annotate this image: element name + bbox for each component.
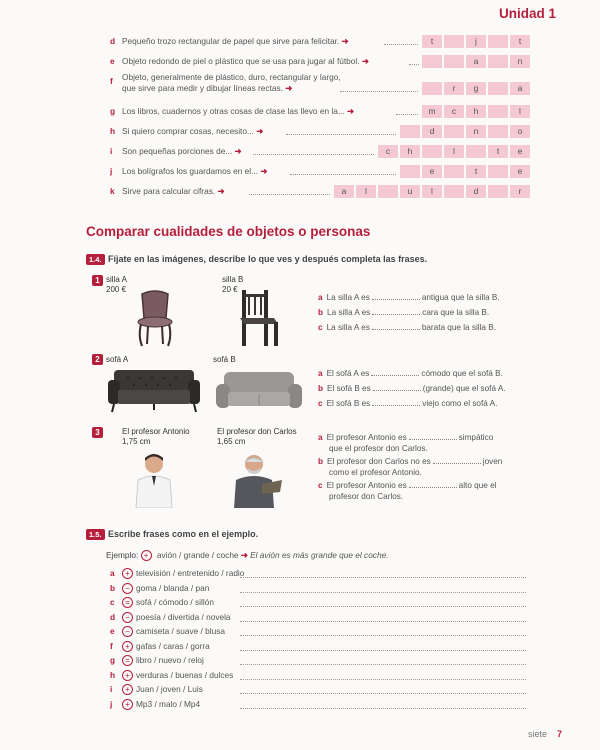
letter-box [488,165,508,178]
letter-box: t [422,35,442,48]
arrow-icon: ➜ [232,146,242,156]
item-letter: j [110,166,113,176]
dotted-leader [290,174,396,175]
answer-blank [409,439,457,440]
arrow-icon: ➜ [344,106,355,116]
teacher-carlos-image [228,452,286,508]
row-letter: a [110,568,115,578]
letter-box: e [422,165,442,178]
sentence-end: joven [482,457,503,466]
row-words: verduras / buenas / dulces [136,669,234,680]
item-text: Pequeño trozo rectangular de papel que sirve para felicitar. ➜ [122,36,349,46]
item-letter: g [110,106,116,116]
row-letter: d [110,611,116,622]
teacher-a-label: El profesor Antonio 1,75 cm [122,427,190,446]
wooden-chair-image [234,288,280,348]
letter-box: h [400,145,420,158]
plus-sign-icon: + [122,684,133,695]
sentence-line2: como el profesor Antonio. [329,468,422,477]
sentence-start: El sofá B es [327,384,371,393]
letter-boxes [400,125,532,138]
row-letter: h [110,669,116,680]
letter-box: l [422,185,442,198]
letter-box: d [422,125,442,138]
letter-box: l [510,105,530,118]
sentence-letter: b [318,308,324,317]
row-letter: e [110,626,115,636]
sentence-letter: a [318,369,323,378]
letter-box: t [466,165,486,178]
dotted-leader [396,114,418,115]
letter-box: u [400,185,420,198]
comparison-sentence [318,292,538,303]
letter-box: t [488,145,508,158]
letter-box: d [466,185,486,198]
item-letter: d [110,36,116,46]
letter-box: n [466,125,486,138]
letter-box [444,55,464,68]
answer-line [240,664,526,665]
letter-box: t [510,35,530,48]
comparison-sentence [318,322,538,333]
leather-sofa-image [106,366,202,416]
sofa-b-label: sofá B [213,355,236,364]
letter-box: r [510,185,530,198]
sentence-letter: b [318,457,324,466]
comparison-sentence [318,368,538,379]
example-line: Ejemplo: + avión / grande / coche ➜ El avión es más grande que el coche. [106,550,389,561]
row-words: gafas / caras / gorra [136,640,210,651]
teacher-antonio-image [132,452,176,508]
answer-line [240,621,526,622]
group-number-2: 2 [92,354,103,365]
answer-blank [409,487,457,488]
letter-box [422,145,442,158]
letter-boxes [334,185,532,198]
answer-blank [372,329,420,330]
item-text-line1: Objeto, generalmente de plástico, duro, rectangular y largo, [122,72,341,82]
answer-line [240,679,526,680]
letter-box: g [466,82,486,95]
letter-box [488,185,508,198]
arrow-icon: ➜ [253,126,264,136]
row-words: camiseta / suave / blusa [136,626,226,636]
row-letter: g [110,655,116,665]
plus-sign-icon: + [141,550,152,561]
letter-box: r [444,82,464,95]
chair-b-label: silla B 20 € [222,275,244,294]
comparison-sentence [318,456,538,478]
letter-boxes [422,82,532,95]
letter-box [444,35,464,48]
item-text: Si quiero comprar cosas, necesito... ➜ [122,126,264,136]
arrow-icon: ➜ [215,186,225,196]
letter-boxes [422,35,532,48]
plus-sign-icon: + [122,641,133,652]
sentence-start: La silla A es [327,308,371,317]
arrow-icon: ➜ [359,56,369,66]
teacher-b-label: El profesor don Carlos 1,65 cm [217,427,297,446]
letter-box [488,35,508,48]
sentence-start: El profesor don Carlos no es [327,457,431,466]
plus-sign-icon: + [122,670,133,681]
item-letter: h [110,126,116,136]
row-words: televisión / entretenido / radio [136,568,245,578]
letter-box [488,105,508,118]
row-words: Juan / joven / Luis [136,684,203,694]
sentence-letter: c [318,481,323,490]
letter-box: e [510,145,530,158]
item-text: Los libros, cuadernos y otras cosas de clase las llevo en la... ➜ [122,106,355,116]
dotted-leader [286,134,396,135]
letter-box: o [510,125,530,138]
letter-box [422,82,442,95]
item-text-line2: que sirve para medir y dibujar líneas rectas. [122,83,283,93]
letter-box [444,125,464,138]
letter-box: a [510,82,530,95]
item-letter: f [110,76,113,86]
row-words: Mp3 / malo / Mp4 [136,698,201,709]
comparison-sentence [318,383,538,394]
sentence-end: cómodo que el sofá B. [421,369,503,378]
answer-blank [372,299,420,300]
letter-box: n [510,55,530,68]
letter-box: a [466,55,486,68]
item-text: Sirve para calcular cifras. ➜ [122,186,225,196]
row-words: sofá / cómodo / sillón [136,597,214,607]
letter-box [400,165,420,178]
answer-blank [372,405,420,406]
plus-sign-icon: + [122,699,133,710]
sentence-end: alto que el [458,481,497,490]
sentence-line2: profesor don Carlos. [329,492,404,501]
sentence-letter: a [318,433,323,442]
exercise-badge-1-5: 1.5. [86,529,105,540]
comparison-sentence [318,307,538,318]
letter-box [488,82,508,95]
sentence-end: simpático [458,433,494,442]
group-number-3: 3 [92,427,103,438]
sentence-start: La silla A es [326,293,370,302]
item-letter: e [110,56,115,66]
section-title: Comparar cualidades de objetos o personas [86,224,371,239]
letter-box [444,165,464,178]
item-letter: k [110,186,115,196]
dotted-leader [249,194,330,195]
dotted-leader [253,154,374,155]
row-letter: f [110,640,113,651]
letter-box: l [444,145,464,158]
sentence-start: El sofá A es [326,369,370,378]
row-words: goma / blanda / pan [136,582,210,593]
sentence-letter: b [318,384,324,393]
minus-sign-icon: − [122,612,133,623]
letter-boxes [422,55,532,68]
letter-box [378,185,398,198]
sentence-end: viejo como el sofá A. [422,399,498,408]
minus-sign-icon: − [122,626,133,637]
letter-box: c [444,105,464,118]
unit-title: Unidad 1 [498,6,556,21]
row-words: poesía / divertida / novela [136,611,231,622]
row-letter: i [110,684,113,694]
letter-boxes [400,165,532,178]
item-text: Los bolígrafos los guardamos en el... ➜ [122,166,268,176]
modern-sofa-image [216,368,302,416]
dotted-leader [340,91,418,92]
answer-line [240,693,526,694]
letter-box [400,125,420,138]
answer-blank [371,375,419,376]
sentence-start: El profesor Antonio es [326,481,407,490]
letter-box: l [356,185,376,198]
answer-line [240,592,526,593]
answer-line [240,635,526,636]
letter-box: h [466,105,486,118]
sentence-letter: a [318,293,323,302]
letter-boxes [422,105,532,118]
sentence-end: cara que la silla B. [422,308,490,317]
letter-box [488,125,508,138]
equals-sign-icon: = [122,655,133,666]
comparison-sentence [318,398,538,409]
sentence-start: La silla A es [326,323,370,332]
exercise-instruction-1-4: Fíjate en las imágenes, describe lo que ves y después completa las frases. [108,254,428,264]
letter-box: c [378,145,398,158]
arrow-icon: ➜ [339,36,349,46]
sentence-line2: que el profesor don Carlos. [329,444,428,453]
letter-box: a [334,185,354,198]
item-text [122,72,341,94]
chair-a-label: silla A 200 € [106,275,127,294]
item-text: Son pequeñas porciones de... ➜ [122,146,242,156]
exercise-instruction-1-5: Escribe frases como en el ejemplo. [108,529,259,539]
comparison-sentence [318,432,538,454]
letter-box [466,145,486,158]
sofa-a-label: sofá A [106,355,129,364]
letter-box [488,55,508,68]
sentence-start: El sofá B es [326,399,371,408]
sentence-end: barata que la silla B. [421,323,496,332]
group-number-1: 1 [92,275,103,286]
letter-box [422,55,442,68]
answer-line [240,606,526,607]
answer-blank [373,390,421,391]
exercise-badge-1-4: 1.4. [86,254,105,265]
answer-line [240,650,526,651]
letter-box: m [422,105,442,118]
arrow-icon: ➜ [258,166,268,176]
sentence-start: El profesor Antonio es [326,433,407,442]
row-letter: c [110,597,115,607]
comparison-sentence [318,480,538,502]
answer-blank [372,314,420,315]
page-footer: siete 7 [527,729,562,739]
antique-chair-image [128,290,182,348]
plus-sign-icon: + [122,568,133,579]
equals-sign-icon: = [122,597,133,608]
row-letter: b [110,582,116,593]
sentence-end: antigua que la silla B. [421,293,500,302]
dotted-leader [384,44,418,45]
letter-box [444,185,464,198]
sentence-letter: c [318,399,323,408]
row-letter: j [110,698,113,709]
letter-box: j [466,35,486,48]
row-words: libro / nuevo / reloj [136,655,204,665]
minus-sign-icon: − [122,583,133,594]
item-letter: i [110,146,113,156]
sentence-end: (grande) que el sofá A. [422,384,506,393]
answer-line [240,708,526,709]
letter-boxes [378,145,532,158]
arrow-icon: ➜ [282,83,293,93]
item-text: Objeto redondo de piel o plástico que se usa para jugar al fútbol. ➜ [122,56,369,66]
sentence-letter: c [318,323,323,332]
answer-line [240,577,526,578]
letter-box: e [510,165,530,178]
answer-blank [433,463,481,464]
dotted-leader [409,64,419,65]
